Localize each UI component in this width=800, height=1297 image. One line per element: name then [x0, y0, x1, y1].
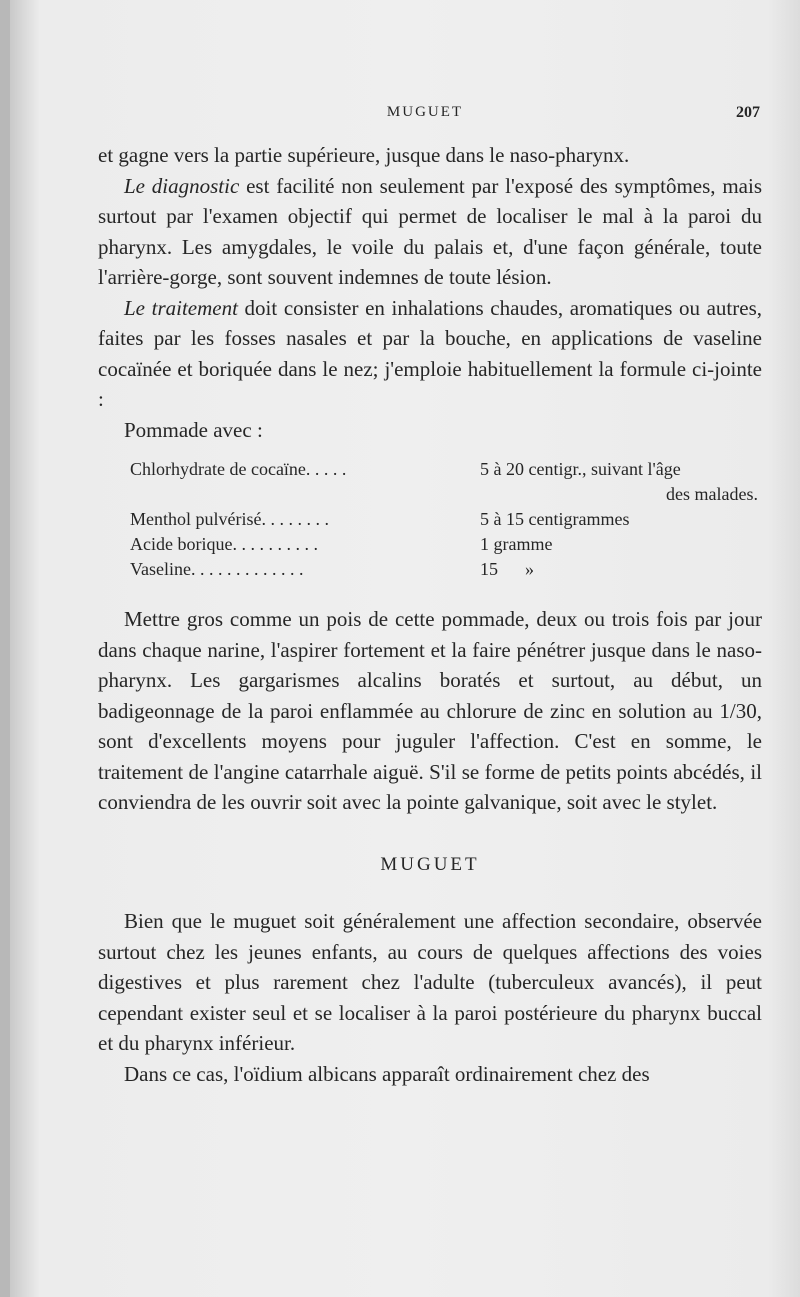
page-header	[90, 104, 760, 132]
ingredient-dose: 5 à 15 centigrammes	[480, 509, 630, 529]
ingredient-name: Vaseline. . . . . . . . . . . . .	[130, 559, 304, 579]
paragraph-treatment	[98, 293, 762, 415]
ingredient-dose: 1 gramme	[480, 534, 553, 554]
diagnostic-text: est facilité non seulement par l'exposé des symptômes, mais surtout par l'examen objectif qui permet de localiser le mal à la paroi du pharynx. Les amygdales, le voile du palais et, d'une façon générale, toute l'arrière-gorge, sont souvent indemnes de toute lésion.	[98, 173, 762, 289]
ingredient-name: Acide borique. . . . . . . . . .	[130, 534, 318, 554]
paragraph-application: Mettre gros comme un pois de cette pommade, deux ou trois fois par jour dans chaque narine, l'aspirer fortement et la faire pénétrer jusque dans le naso-pharynx. Les gargarismes alcalins boratés et surtout, au début, un badigeonnage de la paroi enflammée au chlorure de zinc en solution au 1/30, sont d'excellents moyens pour juguler l'affection. C'est en somme, le traitement de l'angine catarrhale aiguë. S'il se forme de petits points abcédés, il conviendra de les ouvrir soit avec la pointe galvanique, soit avec le stylet.	[98, 607, 762, 814]
diagnostic-heading: Le diagnostic	[124, 173, 240, 198]
formula-table	[98, 457, 762, 582]
book-page	[10, 0, 800, 1297]
page-number: 207	[736, 104, 760, 121]
ingredient-dose: 15 »	[480, 559, 534, 579]
ingredient-dose: 5 à 20 centigr., suivant l'âge	[480, 459, 681, 479]
running-title: MUGUET	[386, 104, 464, 120]
paragraph-muguet-intro: Bien que le muguet soit généralement une affection secondaire, observée surtout chez les jeunes enfants, au cours de quelques affections des voies digestives et plus rarement chez l'adulte (tuberculeux avancés), il peut cependant exister seul et se localiser à la paroi postérieure du pharynx buccal et du pharynx inférieur.	[98, 909, 762, 1055]
ingredient-dose-continuation: des malades.	[666, 484, 758, 504]
paragraph-muguet-case: Dans ce cas, l'oïdium albicans apparaît ordinairement chez des	[124, 1061, 650, 1086]
treatment-text: doit consister en inhalations chaudes, aromatiques ou autres, faites par les fosses nasales et par la bouche, en applications de vaseline cocaïnée et boriquée dans le nez; j'emploie habituellement la formule ci-jointe :	[98, 295, 762, 411]
formula-row	[130, 532, 762, 557]
ingredient-name: Menthol pulvérisé. . . . . . . .	[130, 509, 329, 529]
paragraph-continuation: et gagne vers la partie supérieure, jusque dans le naso-pharynx.	[98, 143, 630, 167]
formula-row	[130, 557, 762, 582]
treatment-heading: Le traitement	[124, 295, 238, 320]
paragraph-diagnostic	[98, 171, 762, 293]
section-title: MUGUET	[380, 853, 480, 875]
formula-row	[130, 507, 762, 532]
body-text	[98, 140, 762, 1089]
formula-intro: Pommade avec :	[124, 417, 263, 442]
formula-row-continuation	[130, 482, 762, 507]
formula-row	[130, 457, 762, 482]
ingredient-name: Chlorhydrate de cocaïne. . . . .	[130, 459, 347, 479]
